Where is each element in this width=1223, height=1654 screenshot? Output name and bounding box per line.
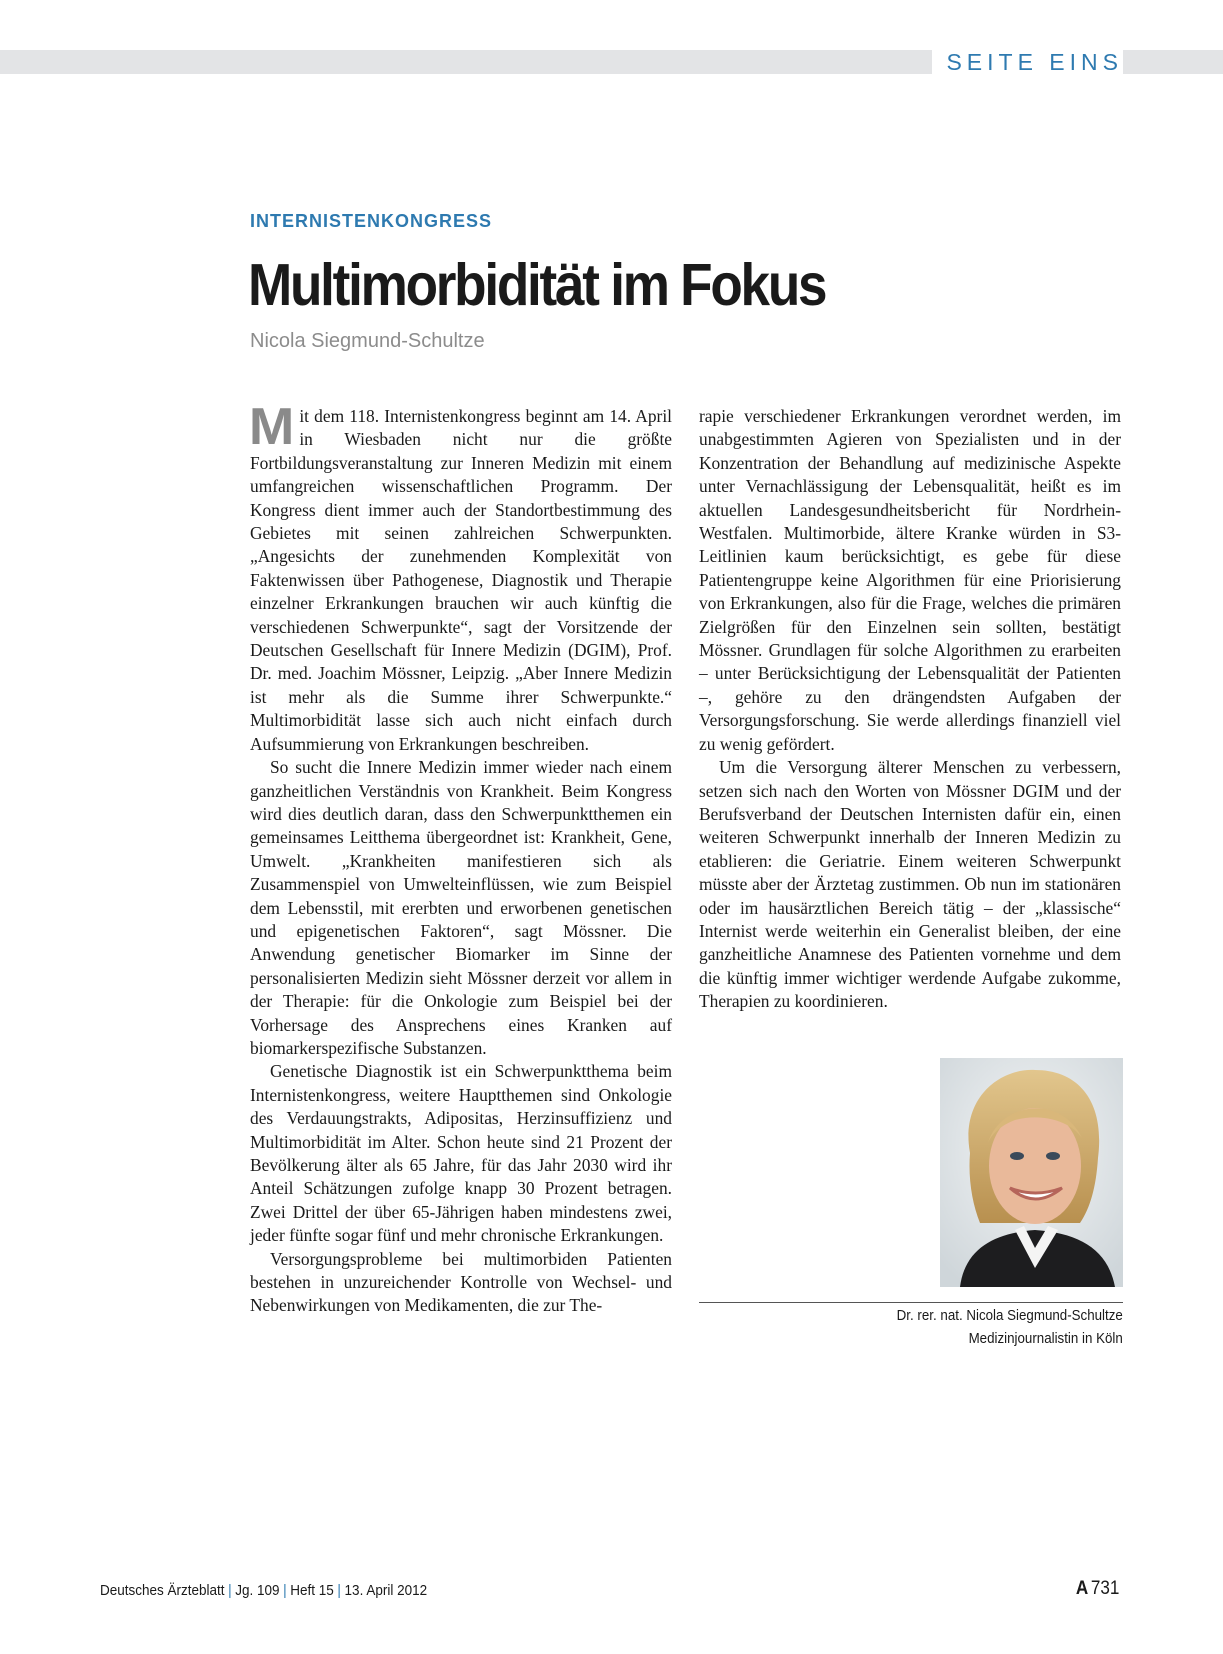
caption-line-role: Medizinjournalistin in Köln	[968, 1331, 1123, 1347]
article-author: Nicola Siegmund-Schultze	[250, 330, 485, 352]
caption-line-name: Dr. rer. nat. Nicola Siegmund-Schultze	[896, 1308, 1123, 1324]
paragraph-1-text: it dem 118. Internistenkongress beginnt am 14. April in Wiesbaden nicht nur die größte Fortbildungsveranstaltung zur Inneren Medizin mit einem umfangreichen wissenschaftlichen Programm. Der Kongress dient immer auch der Standortbestimmung des Gebietes mit seinen zahlreichen Schwerpunkten. „Angesichts der zunehmenden Komplexität von Faktenwissen über Pathogenese, Diagnostik und Therapie einzelner Erkrankungen brauchen wir auch künftig die verschiedenen Schwerpunkte“, sagt der Vorsitzende der Deutschen Gesellschaft für Innere Medizin (DGIM), Prof. Dr. med. Joachim Mössner, Leipzig. „Aber Innere Medizin ist mehr als die Summe ihrer Schwerpunkte.“ Multimorbidität lasse sich auch nicht einfach durch Aufsummierung von Erkrankungen beschreiben.	[250, 406, 672, 754]
article-title: Multimorbidität im Fokus	[248, 252, 826, 318]
photo-caption	[897, 1305, 1123, 1351]
caption-divider	[699, 1302, 1123, 1303]
article-kicker: INTERNISTENKONGRESS	[250, 211, 493, 231]
page-number	[1075, 1578, 1119, 1600]
footer-separator: |	[228, 1582, 232, 1599]
footer-journal: Deutsches Ärzteblatt	[100, 1582, 225, 1599]
paragraph-1	[248, 398, 672, 756]
footer-citation	[100, 1582, 427, 1599]
footer-separator: |	[283, 1582, 287, 1599]
footer-volume: Jg. 109	[235, 1582, 280, 1599]
paragraph-3: Genetische Diagnostik ist ein Schwerpunktthema beim Internistenkongress, weitere Hauptthemen sind Onkologie des Verdauungstrakts, Adipositas, Herzinsuffizienz und Multimorbidität im Alter. Schon heute sind 21 Prozent der Bevölkerung älter als 65 Jahre, für das Jahr 2030 wird ihr Anteil Schätzungen zufolge knapp 30 Prozent betragen. Zwei Drittel der über 65-Jährigen haben mindestens zwei, jeder fünfte sogar fünf und mehr chronische Erkrankungen.	[250, 1061, 672, 1246]
footer-date: 13. April 2012	[344, 1582, 428, 1599]
body-column-left	[248, 398, 672, 1318]
footer-issue: Heft 15	[290, 1582, 334, 1599]
page-number-value: 731	[1090, 1578, 1119, 1599]
paragraph-4-continued: rapie verschiedener Erkrankungen verordnet werden, im unabgestimmten Agieren von Spezialisten und in der Konzentration der Behandlung auf medizinische Aspekte unter Vernachlässigung der Lebensqualität, heißt es im aktuellen Landesgesundheitsbericht für Nordrhein-Westfalen. Multimorbide, ältere Kranke würden in S3-Leitlinien kaum berücksichtigt, es gebe für diese Patientengruppe keine Algorithmen für eine Priorisierung von Erkrankungen, also für die Frage, welches die primären Zielgrößen für den Einzelnen sein sollten, bestätigt Mössner. Grundlagen für solche Algorithmen zu erarbeiten – unter Berücksichtigung der Lebensqualität der Patienten –, gehöre zu den drängendsten Aufgaben der Versorgungsforschung. Sie werde allerdings finanziell viel zu wenig gefördert.	[699, 406, 1121, 754]
paragraph-5: Um die Versorgung älterer Menschen zu verbessern, setzen sich nach den Worten von Mössner DGIM und der Berufsverband der Deutschen Internisten dafür ein, einen weiteren Schwerpunkt innerhalb der Inneren Medizin zu etablieren: die Geriatrie. Einem weiteren Schwerpunkt müsste aber der Ärztetag zustimmen. Ob nun im stationären oder im hausärztlichen Bereich tätig – der „klassische“ Internist werde weiterhin ein Generalist bleiben, der eine ganzheitliche Anamnese des Patienten vornehme und dem die künftig immer wichtiger werdende Aufgabe zukomme, Therapien zu koordinieren.	[699, 757, 1121, 1012]
section-label: SEITE EINS	[932, 46, 1123, 78]
dropcap: M	[248, 398, 295, 456]
body-column-right	[699, 405, 1121, 1014]
footer-separator: |	[337, 1582, 341, 1599]
paragraph-2: So sucht die Innere Medizin immer wieder nach einem ganzheitlichen Verständnis von Krankheit. Beim Kongress wird dies deutlich daran, dass den Schwerpunktthemen ein gemeinsames Leitthema übergeordnet ist: Krankheit, Gene, Umwelt. „Krankheiten manifestieren sich als Zusammenspiel von Umwelteinflüssen, wie zum Beispiel dem Lebensstil, mit ererbten und erworbenen genetischen und epigenetischen Faktoren“, sagt Mössner. Die Anwendung genetischer Biomarker im Sinne der personalisierten Medizin sieht Mössner derzeit vor allem in der Therapie: für die Onkologie zum Beispiel bei der Vorhersage des Ansprechens eines Kranken auf biomarkerspezifische Substanzen.	[250, 757, 672, 1058]
author-portrait-photo	[940, 1058, 1123, 1287]
page-prefix: A	[1075, 1578, 1088, 1599]
paragraph-4: Versorgungsprobleme bei multimorbiden Patienten bestehen in unzureichender Kontrolle von Wechsel- und Nebenwirkungen von Medikamenten, die zur The-	[250, 1248, 672, 1316]
